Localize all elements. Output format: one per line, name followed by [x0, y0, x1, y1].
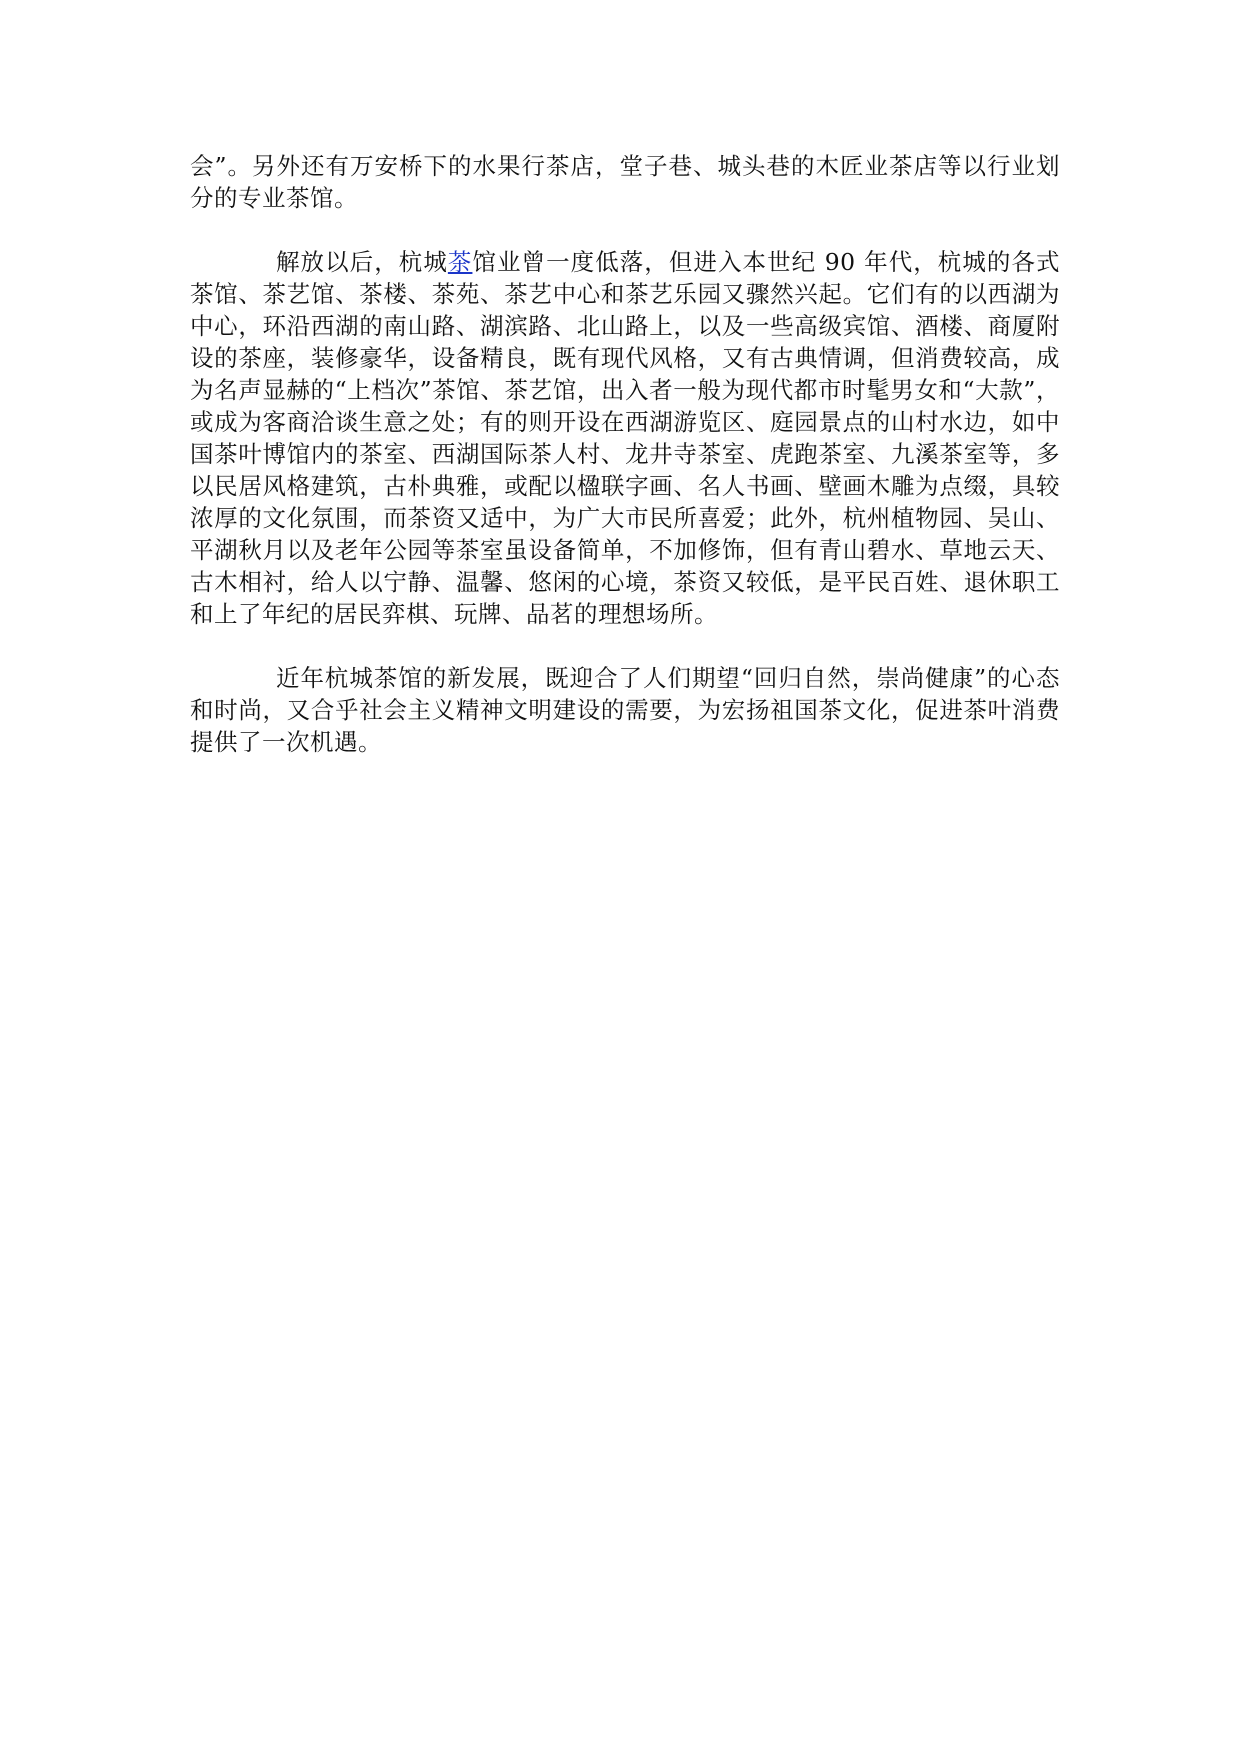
paragraph-recent-development: 近年杭城茶馆的新发展，既迎合了人们期望“回归自然，崇尚健康”的心态和时尚，又合乎社会主义精神文明建设的需要，为宏扬祖国茶文化，促进茶叶消费提供了一次机遇。 — [190, 664, 1060, 756]
tea-hyperlink[interactable]: 茶 — [447, 248, 473, 276]
paragraph-text-before-link: 解放以后，杭城 — [276, 248, 448, 276]
paragraph-teahouse-revival — [190, 246, 1060, 630]
paragraph-continuation: 会”。另外还有万安桥下的水果行茶店，堂子巷、城头巷的木匠业茶店等以行业划分的专业茶馆。 — [190, 152, 1060, 212]
document-body — [190, 150, 1060, 790]
paragraph-text-after-link: 馆业曾一度低落，但进入本世纪 90 年代，杭城的各式茶馆、茶艺馆、茶楼、茶苑、茶艺中心和茶艺乐园又骤然兴起。它们有的以西湖为中心，环沿西湖的南山路、湖滨路、北山路上，以及一些高级宾馆、酒楼、商厦附设的茶座，装修豪华，设备精良，既有现代风格，又有古典情调，但消费较高，成为名声显赫的“上档次”茶馆、茶艺馆，出入者一般为现代都市时髦男女和“大款”，或成为客商洽谈生意之处；有的则开设在西湖游览区、庭园景点的山村水边，如中国茶叶博馆内的茶室、西湖国际茶人村、龙井寺茶室、虎跑茶室、九溪茶室等，多以民居风格建筑，古朴典雅，或配以楹联字画、名人书画、壁画木雕为点缀，具较浓厚的文化氛围，而茶资又适中，为广大市民所喜爱；此外，杭州植物园、吴山、平湖秋月以及老年公园等茶室虽设备简单，不加修饰，但有青山碧水、草地云天、古木相衬，给人以宁静、温馨、悠闲的心境，茶资又较低，是平民百姓、退休职工和上了年纪的居民弈棋、玩牌、品茗的理想场所。 — [190, 248, 1061, 628]
